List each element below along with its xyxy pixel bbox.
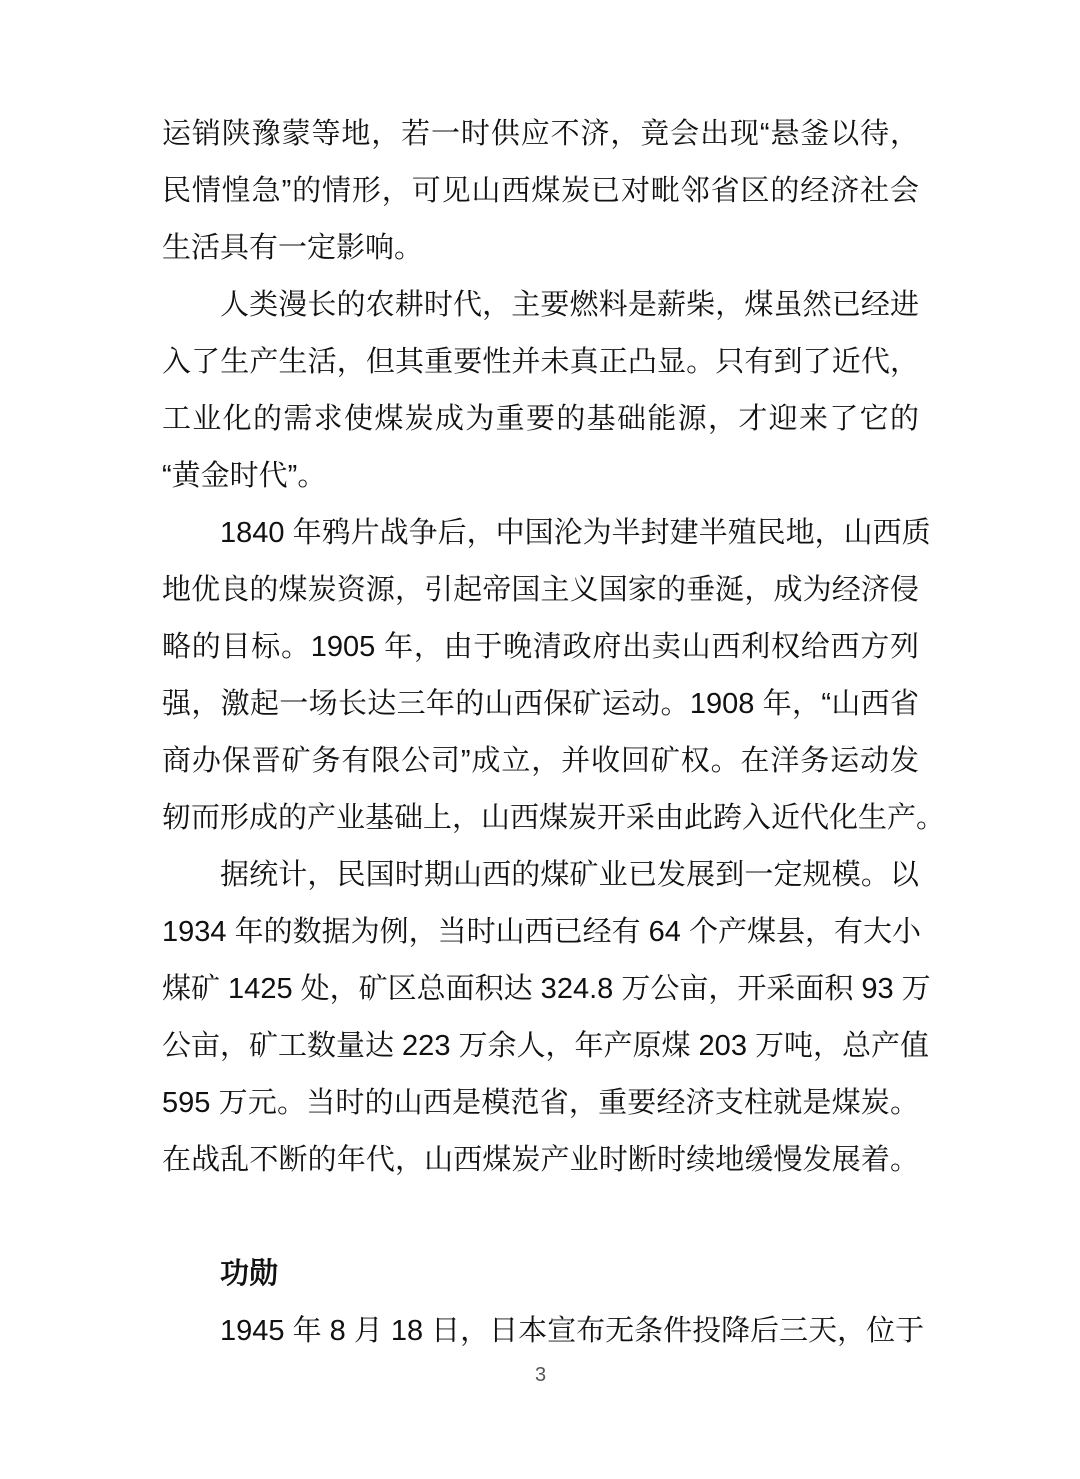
text-line: “黄金时代”。 [162, 460, 327, 492]
text-line: 略的目标。1905 年，由于晚清政府出卖山西利权给西方列 [162, 631, 919, 663]
text-line: 公亩，矿工数量达 223 万余人，年产原煤 203 万吨，总产值 [162, 1030, 929, 1062]
text-line: 1934 年的数据为例，当时山西已经有 64 个产煤县，有大小 [162, 916, 921, 948]
text-line: 商办保晋矿务有限公司”成立，并收回矿权。在洋务运动发 [162, 745, 919, 777]
text-line: 入了生产生活，但其重要性并未真正凸显。只有到了近代， [162, 346, 919, 378]
text-line: 1840 年鸦片战争后，中国沦为半封建半殖民地，山西质 [220, 517, 931, 549]
text-line: 民情惶急”的情形，可见山西煤炭已对毗邻省区的经济社会 [162, 175, 919, 207]
text-line: 煤矿 1425 处，矿区总面积达 324.8 万公亩，开采面积 93 万 [162, 973, 931, 1005]
text-line: 生活具有一定影响。 [162, 232, 424, 264]
text-line: 据统计，民国时期山西的煤矿业已发展到一定规模。以 [220, 859, 919, 891]
text-line: 工业化的需求使煤炭成为重要的基础能源，才迎来了它的 [162, 403, 919, 435]
page-number: 3 [534, 1364, 547, 1386]
text-line: 在战乱不断的年代，山西煤炭产业时断时续地缓慢发展着。 [162, 1144, 919, 1176]
text-line: 人类漫长的农耕时代，主要燃料是薪柴，煤虽然已经进 [220, 289, 919, 321]
text-line: 轫而形成的产业基础上，山西煤炭开采由此跨入近代化生产。 [162, 802, 946, 834]
text-line: 1945 年 8 月 18 日，日本宣布无条件投降后三天，位于 [220, 1315, 925, 1347]
document-body-text [162, 106, 946, 1360]
text-line: 地优良的煤炭资源，引起帝国主义国家的垂涎，成为经济侵 [162, 574, 919, 606]
section-heading: 功勋 [220, 1258, 279, 1290]
text-line: 强，激起一场长达三年的山西保矿运动。1908 年，“山西省 [162, 688, 919, 720]
text-line: 595 万元。当时的山西是模范省，重要经济支柱就是煤炭。 [162, 1087, 919, 1119]
text-line: 运销陕豫蒙等地，若一时供应不济，竟会出现“悬釜以待， [162, 118, 919, 150]
